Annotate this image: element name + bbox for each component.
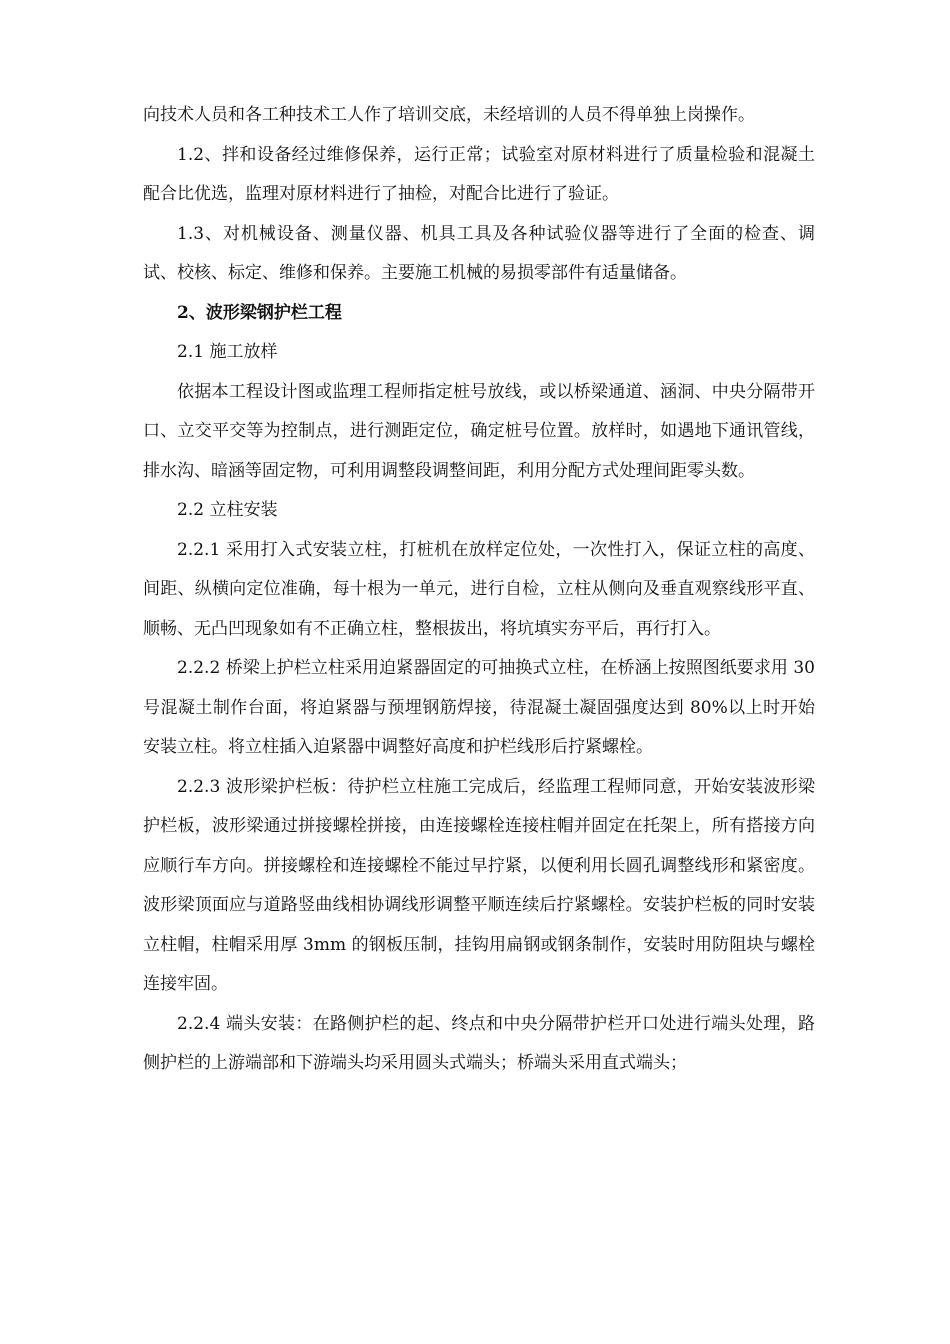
paragraph-1-2: 1.2、拌和设备经过维修保养，运行正常；试验室对原材料进行了质量检验和混凝土配合比优选，监理对原材料进行了抽检，对配合比进行了验证。 <box>143 144 815 204</box>
paragraph-training: 向技术人员和各工种技术工人作了培训交底，未经培训的人员不得单独上岗操作。 <box>143 105 755 125</box>
paragraph-2-2-1: 2.2.1 采用打入式安装立柱，打桩机在放样定位处，一次性打入，保证立柱的高度、间距、纵横向定位准确，每十根为一单元，进行自检，立柱从侧向及垂直观察线形平直、顺畅、无凸凹现象如有不正确立柱，整根拔出，将坑填实夯平后，再行打入。 <box>143 539 815 639</box>
paragraph-2-2-4: 2.2.4 端头安装：在路侧护栏的起、终点和中央分隔带护栏开口处进行端头处理，路侧护栏的上游端部和下游端头均采用圆头式端头；桥端头采用直式端头； <box>143 1013 815 1073</box>
paragraph-2-2-2: 2.2.2 桥梁上护栏立柱采用迫紧器固定的可抽换式立柱，在桥涵上按照图纸要求用 30 号混凝土制作台面，将迫紧器与预埋钢筋焊接，待混凝土凝固强度达到 80%以上时开始安装立柱。将立柱插入迫紧器中调整好高度和护栏线形后拧紧螺栓。 <box>143 658 815 757</box>
document-body <box>143 96 815 1084</box>
paragraph-2-2-3: 2.2.3 波形梁护栏板：待护栏立柱施工完成后，经监理工程师同意，开始安装波形梁护栏板，波形梁通过拼接螺栓拼接，由连接螺栓连接柱帽并固定在托架上，所有搭接方向应顺行车方向。拼接螺栓和连接螺栓不能过早拧紧，以便利用长圆孔调整线形和紧密度。波形梁顶面应与道路竖曲线相协调线形调整平顺连续后拧紧螺栓。安装护栏板的同时安装立柱帽，柱帽采用厚 3mm 的钢板压制，挂钩用扁钢或钢条制作，安装时用防阻块与螺栓连接牢固。 <box>143 776 815 994</box>
subheading-2-1: 2.1 施工放样 <box>177 342 278 362</box>
subheading-2-2: 2.2 立柱安装 <box>177 500 278 520</box>
section-heading-2: 2、波形梁钢护栏工程 <box>177 302 342 323</box>
paragraph-1-3: 1.3、对机械设备、测量仪器、机具工具及各种试验仪器等进行了全面的检查、调试、校核、标定、维修和保养。主要施工机械的易损零部件有适量储备。 <box>143 223 815 283</box>
paragraph-2-1: 依据本工程设计图或监理工程师指定桩号放线，或以桥梁通道、涵洞、中央分隔带开口、立交平交等为控制点，进行测距定位，确定桩号位置。放样时，如遇地下通讯管线，排水沟、暗涵等固定物，可利用调整段调整间距，利用分配方式处理间距零头数。 <box>143 381 815 481</box>
